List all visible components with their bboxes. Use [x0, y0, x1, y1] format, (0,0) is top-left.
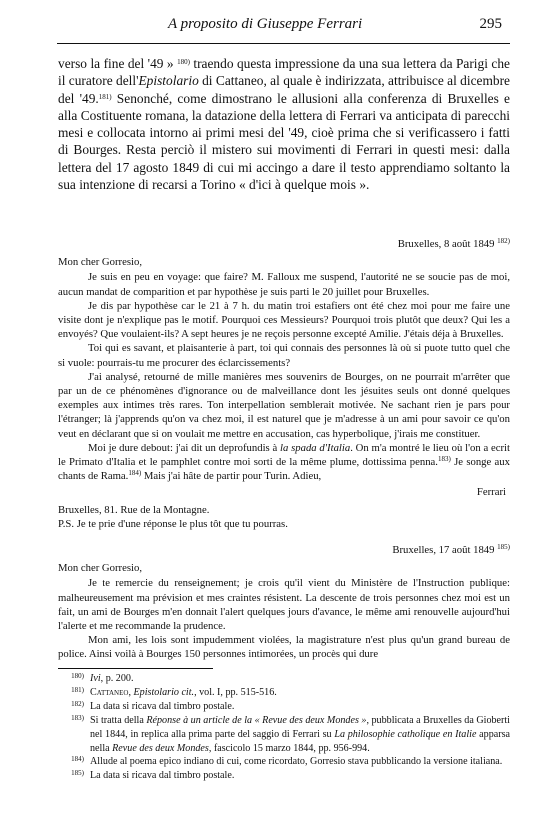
- header-rule: [57, 43, 510, 44]
- footnote-181: 181) Cattaneo, Epistolario cit., vol. I, pp. 515-516.: [71, 685, 277, 698]
- letter-salutation: Mon cher Gorresio,: [58, 256, 142, 269]
- letter-text: Mais j'ai hâte de partir pour Turin. Adieu,: [141, 470, 322, 483]
- footnote-text: , pubblicata a Bruxelles da Gioberti nel 1844, in replica alla prima parte del saggio di Ferrari su: [90, 714, 510, 740]
- letter-paragraph: Je suis en peu en voyage: que faire? M. Falloux me suspend, l'autorité ne se soucie pas de moi, aucun mandat de comparition et par hypothèse je suis parti le 20 juillet pour Bruxelles.: [58, 271, 510, 298]
- letter-paragraph: Je te remercie du renseignement; je crois qu'il vient du Ministère de l'Instruction publique: malheureusement ma prévision et mes craintes résistent. La descente de trois personnes chez moi est un fait, un ami de Bourges m'en donnait l'alert quelques jours d'avance, le même ami renouvelle aujourd'hui l'alerte et me recommande la prudence.: [58, 577, 510, 633]
- intro-text: Senonché, come dimostrano le allusioni alla conferenza di Bruxelles e alla Costituente romana, la datazione della lettera di Ferrari va anticipata di parecchi mesi e collocata intorno ai primi mesi del '49, cioè prima che si verificassero i fatti di Bourges. Resta perciò il mistero sui movimenti di Ferrari in questi mesi: dalla lettera del 17 agosto 1849 di cui mi accingo a dare il testo apprendiamo soltanto la sua intenzione di recarsi a Torino « d'ici à quelque mois ».: [58, 90, 510, 193]
- letter-august-8: [58, 237, 510, 531]
- footnote-text: Ivi: [90, 673, 101, 684]
- letter-italic: la spada d'Italia: [280, 441, 351, 454]
- letter-dateline: [58, 237, 510, 251]
- footnote-ref-182[interactable]: 182): [497, 237, 510, 245]
- footnotes: [58, 672, 510, 783]
- letter-paragraph: Je dis par hypothèse car le 21 à 7 h. du matin troi estafiers ont été chez moi pour me faire une visite dont je n'explique pas le motif. Pourquoi ces Messieurs? Pourquoi trois plutôt que deux? Qui les a envoyés? Que voulaient-ils? A sept heures je ne reçois personne excepté Amilie. J'étais déja à Bruxelles.: [58, 299, 510, 341]
- letter-paragraph: J'ai analysé, retourné de mille manières mes souvenirs de Bourges, on ne pourrait m'arrêter que par un de ce phénomènes d'ignorance ou de malveillance dont les jésuites seuls ont donné quelques exemples aux intimes très rares. Ton interpellation semblerait motivée. Ne sachant rien je pars pour l'étranger; là j'apprends qu'on va chez moi, il est naturel que je m'adresse à un ami pour savoir ce qu'on veut en déclarant que si on voulait me mettre en accusation, cas hyperbolique, j'irais me constituer.: [58, 370, 510, 440]
- letter-paragraph: Toi qui es savant, et plaisanterie à part, toi qui connais des personnes là où si puote tutto quel che si vuole: pourrais-tu me procurer des éclarcissements?: [58, 342, 510, 369]
- letter-text: Je songe aux chants de Rama.: [58, 456, 510, 483]
- intro-paragraph: [58, 55, 510, 193]
- footnote-text: , p. 200.: [100, 673, 134, 684]
- intro-text: di Cattaneo, al quale è indirizzata, attribuisce al dicembre del '49.: [58, 73, 510, 106]
- letter-postscript: P.S. Je te prie d'une réponse le plus tôt que tu pourras.: [58, 517, 288, 530]
- footnote-180: 180) Ivi, p. 200.: [71, 672, 134, 684]
- letter-paragraph: Mon ami, les lois sont impudemment violées, la magistrature n'est plus qu'un grand bureau de police. Ainsi voilà à Bourges 150 personnes intimorées, un procès qui dure: [58, 634, 510, 661]
- letter-signature: Ferrari: [476, 486, 506, 499]
- footnote-rule: [58, 668, 213, 669]
- footnote-183: 183) Si tratta della Réponse à un article de la « Revue des deux Mondes », pubblicata a Bruxelles da Gioberti nel 1844, in replica alla prima parte del saggio di Ferrari su La philosophie catholique en Italie apparsa nella Revue des deux Mondes, fascicolo 15 marzo 1844, pp. 956-994.: [71, 713, 510, 754]
- footnote-text: apparsa nella: [90, 728, 510, 754]
- running-title: A proposito di Giuseppe Ferrari: [168, 16, 363, 32]
- page-number: 295: [479, 16, 502, 32]
- running-header: [60, 16, 502, 38]
- footnote-text: Revue des deux Mondes: [112, 742, 209, 754]
- letter-text: Moi je dure debout: j'ai dit un deprofundis à: [88, 441, 281, 454]
- letter-date: Bruxelles, 17 août 1849: [392, 544, 495, 556]
- footnote-ref-181[interactable]: 181): [98, 92, 112, 101]
- footnote-ref-184[interactable]: 184): [128, 469, 142, 478]
- footnote-text: , fascicolo 15 marzo 1844, pp. 956-994.: [208, 742, 370, 754]
- footnote-text: Cattaneo: [90, 686, 129, 698]
- footnote-185: 185) La data si ricava dal timbro postale.: [71, 769, 235, 782]
- letter-paragraph: [58, 441, 510, 484]
- footnote-text: La data si ricava dal timbro postale.: [90, 700, 235, 712]
- footnote-184: 184) Allude al poema epico indiano di cui, come ricordato, Gorresio stava pubblicando la versione italiana.: [71, 755, 503, 768]
- footnote-text: La philosophie catholique en Italie: [334, 728, 477, 740]
- footnote-ref-185[interactable]: 185): [497, 543, 510, 551]
- footnote-text: Réponse à un article de la « Revue des deux Mondes »: [146, 714, 367, 726]
- letter-address: Bruxelles, 81. Rue de la Montagne.: [58, 503, 210, 516]
- intro-text: verso la fine del '49 »: [58, 56, 174, 71]
- intro-text: traendo questa impressione da una sua lettera da Parigi che il curatore dell': [58, 56, 510, 89]
- footnote-ref-183[interactable]: 183): [437, 455, 451, 464]
- footnote-text: La data si ricava dal timbro postale.: [90, 770, 235, 782]
- footnote-text: , vol. I, pp. 515-516.: [194, 686, 277, 698]
- footnote-text: ,: [128, 686, 134, 698]
- footnote-text: Allude al poema epico indiano di cui, come ricordato, Gorresio stava pubblicando la versione italiana.: [90, 756, 503, 768]
- footnote-text: Epistolario cit.: [133, 686, 195, 698]
- footnote-182: 182) La data si ricava dal timbro postale.: [71, 699, 235, 712]
- footnote-text: Si tratta della: [90, 714, 147, 726]
- footnote-ref-180[interactable]: 180): [177, 58, 190, 66]
- letter-text: . On m'a montré le lieu où l'on a ecrit le Primato d'Italia et le pamphlet contre moi sorti de la même plume, dottissima penna.: [58, 441, 510, 469]
- intro-italic: Epistolario: [138, 73, 199, 89]
- letter-salutation: Mon cher Gorresio,: [58, 562, 142, 575]
- letter-august-17: [58, 543, 510, 662]
- letter-dateline: [58, 543, 510, 557]
- letter-date: Bruxelles, 8 août 1849: [397, 238, 495, 250]
